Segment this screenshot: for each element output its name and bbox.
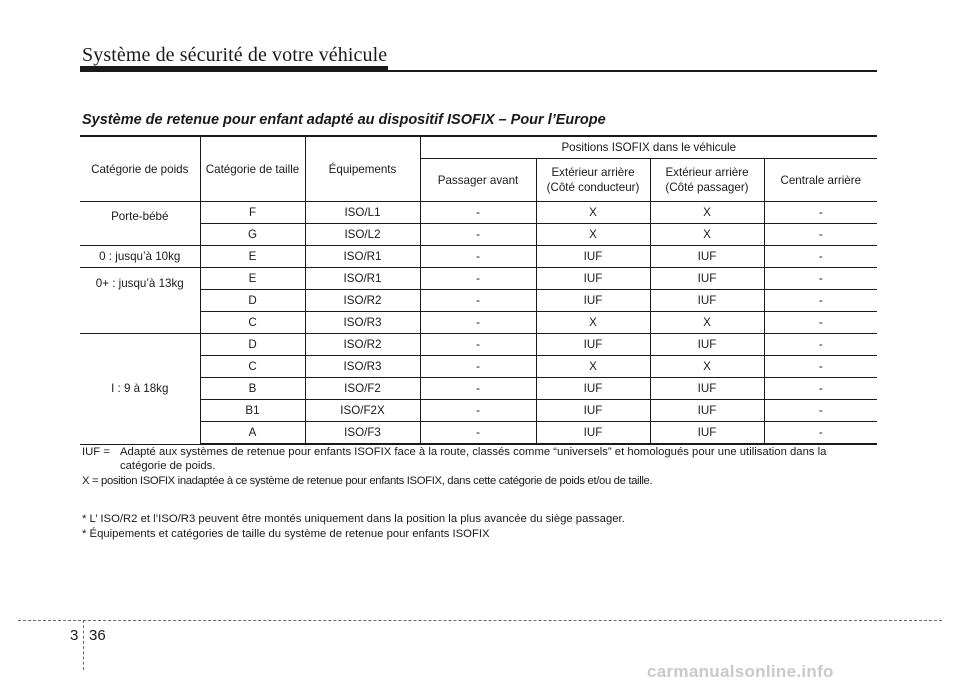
rear-passenger-cell: IUF: [650, 422, 764, 445]
fixture-cell: ISO/R1: [305, 246, 420, 268]
rear-driver-cell: X: [536, 312, 650, 334]
table-row: [80, 246, 877, 268]
rear-driver-cell: X: [536, 224, 650, 246]
size-cell: F: [200, 202, 305, 224]
size-cell: E: [200, 268, 305, 290]
fixture-cell: ISO/R1: [305, 268, 420, 290]
fixture-cell: ISO/R2: [305, 290, 420, 312]
fixture-cell: ISO/R3: [305, 356, 420, 378]
size-cell: D: [200, 290, 305, 312]
rear-center-cell: -: [764, 400, 877, 422]
header-rear-center: Centrale arrière: [764, 159, 877, 202]
front-cell: -: [420, 246, 536, 268]
rear-driver-cell: IUF: [536, 290, 650, 312]
table-row: [80, 422, 877, 445]
front-cell: -: [420, 202, 536, 224]
table-row: [80, 290, 877, 312]
fixture-cell: ISO/L2: [305, 224, 420, 246]
chapter-number: 3: [70, 627, 79, 644]
size-cell: G: [200, 224, 305, 246]
weight-category-cell: Porte-bébé: [80, 202, 200, 246]
front-cell: -: [420, 312, 536, 334]
front-cell: -: [420, 422, 536, 445]
weight-category-cell: 0+ : jusqu’à 13kg: [80, 268, 200, 334]
rear-driver-cell: IUF: [536, 400, 650, 422]
header-rear-outer-driver-line1: Extérieur arrière: [551, 166, 635, 179]
page-header-title: Système de sécurité de votre véhicule: [82, 44, 388, 66]
front-cell: -: [420, 378, 536, 400]
rear-driver-cell: IUF: [536, 246, 650, 268]
section-title: Système de retenue pour enfant adapté au dispositif ISOFIX – Pour l’Europe: [82, 112, 606, 128]
size-cell: C: [200, 312, 305, 334]
note-star-1: * L’ ISO/R2 et l’ISO/R3 peuvent être montés uniquement dans la position la plus avancée du siège passager.: [82, 513, 625, 525]
note-iuf-text-1: Adapté aux systèmes de retenue pour enfants ISOFIX face à la route, classés comme “universels” et homologués pour une utilisation dans la: [120, 446, 827, 458]
size-cell: B1: [200, 400, 305, 422]
size-cell: C: [200, 356, 305, 378]
rear-center-cell: -: [764, 246, 877, 268]
rear-center-cell: -: [764, 224, 877, 246]
note-iuf-text-2: catégorie de poids.: [120, 460, 216, 472]
note-iuf-label: IUF =: [82, 446, 110, 458]
size-cell: B: [200, 378, 305, 400]
rear-center-cell: -: [764, 290, 877, 312]
footer-dashed-divider: [83, 620, 84, 670]
header-weight-category: Catégorie de poids: [80, 136, 200, 202]
note-iuf: [82, 445, 877, 473]
fixture-cell: ISO/F2X: [305, 400, 420, 422]
header-rear-outer-driver-line2: (Côté conducteur): [546, 181, 640, 194]
rear-center-cell: -: [764, 202, 877, 224]
size-cell: A: [200, 422, 305, 445]
table-row: [80, 268, 877, 290]
front-cell: -: [420, 400, 536, 422]
rear-passenger-cell: X: [650, 202, 764, 224]
rear-center-cell: -: [764, 422, 877, 445]
fixture-cell: ISO/L1: [305, 202, 420, 224]
footer-dashed-rule: [18, 620, 942, 621]
fixture-cell: ISO/R2: [305, 334, 420, 356]
weight-category-cell: I : 9 à 18kg: [80, 334, 200, 445]
note-star-2: * Équipements et catégories de taille du système de retenue pour enfants ISOFIX: [82, 528, 490, 540]
front-cell: -: [420, 356, 536, 378]
table-row: [80, 378, 877, 400]
rear-passenger-cell: IUF: [650, 268, 764, 290]
watermark: carmanualsonline.info: [647, 662, 834, 681]
rear-driver-cell: IUF: [536, 268, 650, 290]
rear-driver-cell: X: [536, 202, 650, 224]
size-cell: D: [200, 334, 305, 356]
fixture-cell: ISO/F2: [305, 378, 420, 400]
rear-center-cell: -: [764, 378, 877, 400]
table-row: [80, 356, 877, 378]
rear-driver-cell: X: [536, 356, 650, 378]
rear-passenger-cell: IUF: [650, 378, 764, 400]
rear-center-cell: -: [764, 334, 877, 356]
header-rule-thick: [80, 66, 388, 72]
rear-passenger-cell: IUF: [650, 400, 764, 422]
header-rear-outer-passenger-line2: (Côté passager): [665, 181, 749, 194]
header-rear-outer-driver: [536, 159, 650, 202]
table-row: [80, 400, 877, 422]
rear-driver-cell: IUF: [536, 334, 650, 356]
rear-passenger-cell: X: [650, 356, 764, 378]
rear-driver-cell: IUF: [536, 422, 650, 445]
header-front-passenger: Passager avant: [420, 159, 536, 202]
fixture-cell: ISO/R3: [305, 312, 420, 334]
table-row: [80, 224, 877, 246]
header-size-category: Catégorie de taille: [200, 136, 305, 202]
rear-driver-cell: IUF: [536, 378, 650, 400]
page-number: 36: [89, 627, 106, 644]
rear-passenger-cell: IUF: [650, 290, 764, 312]
header-rule-thin: [388, 70, 877, 72]
front-cell: -: [420, 290, 536, 312]
front-cell: -: [420, 224, 536, 246]
table-row: [80, 312, 877, 334]
rear-center-cell: -: [764, 268, 877, 290]
table-row: [80, 334, 877, 356]
header-rear-outer-passenger: [650, 159, 764, 202]
header-rear-outer-passenger-line1: Extérieur arrière: [665, 166, 749, 179]
rear-passenger-cell: IUF: [650, 246, 764, 268]
header-fixture: Équipements: [305, 136, 420, 202]
header-positions-group: Positions ISOFIX dans le véhicule: [420, 136, 877, 159]
size-cell: E: [200, 246, 305, 268]
rear-center-cell: -: [764, 356, 877, 378]
rear-passenger-cell: X: [650, 224, 764, 246]
isofix-table: [80, 135, 877, 445]
rear-passenger-cell: X: [650, 312, 764, 334]
front-cell: -: [420, 334, 536, 356]
table-row: [80, 202, 877, 224]
rear-center-cell: -: [764, 312, 877, 334]
rear-passenger-cell: IUF: [650, 334, 764, 356]
note-x: X = position ISOFIX inadaptée à ce système de retenue pour enfants ISOFIX, dans cette catégorie de poids et/ou de taille.: [82, 475, 653, 487]
fixture-cell: ISO/F3: [305, 422, 420, 445]
front-cell: -: [420, 268, 536, 290]
weight-category-cell: 0 : jusqu’à 10kg: [80, 246, 200, 268]
